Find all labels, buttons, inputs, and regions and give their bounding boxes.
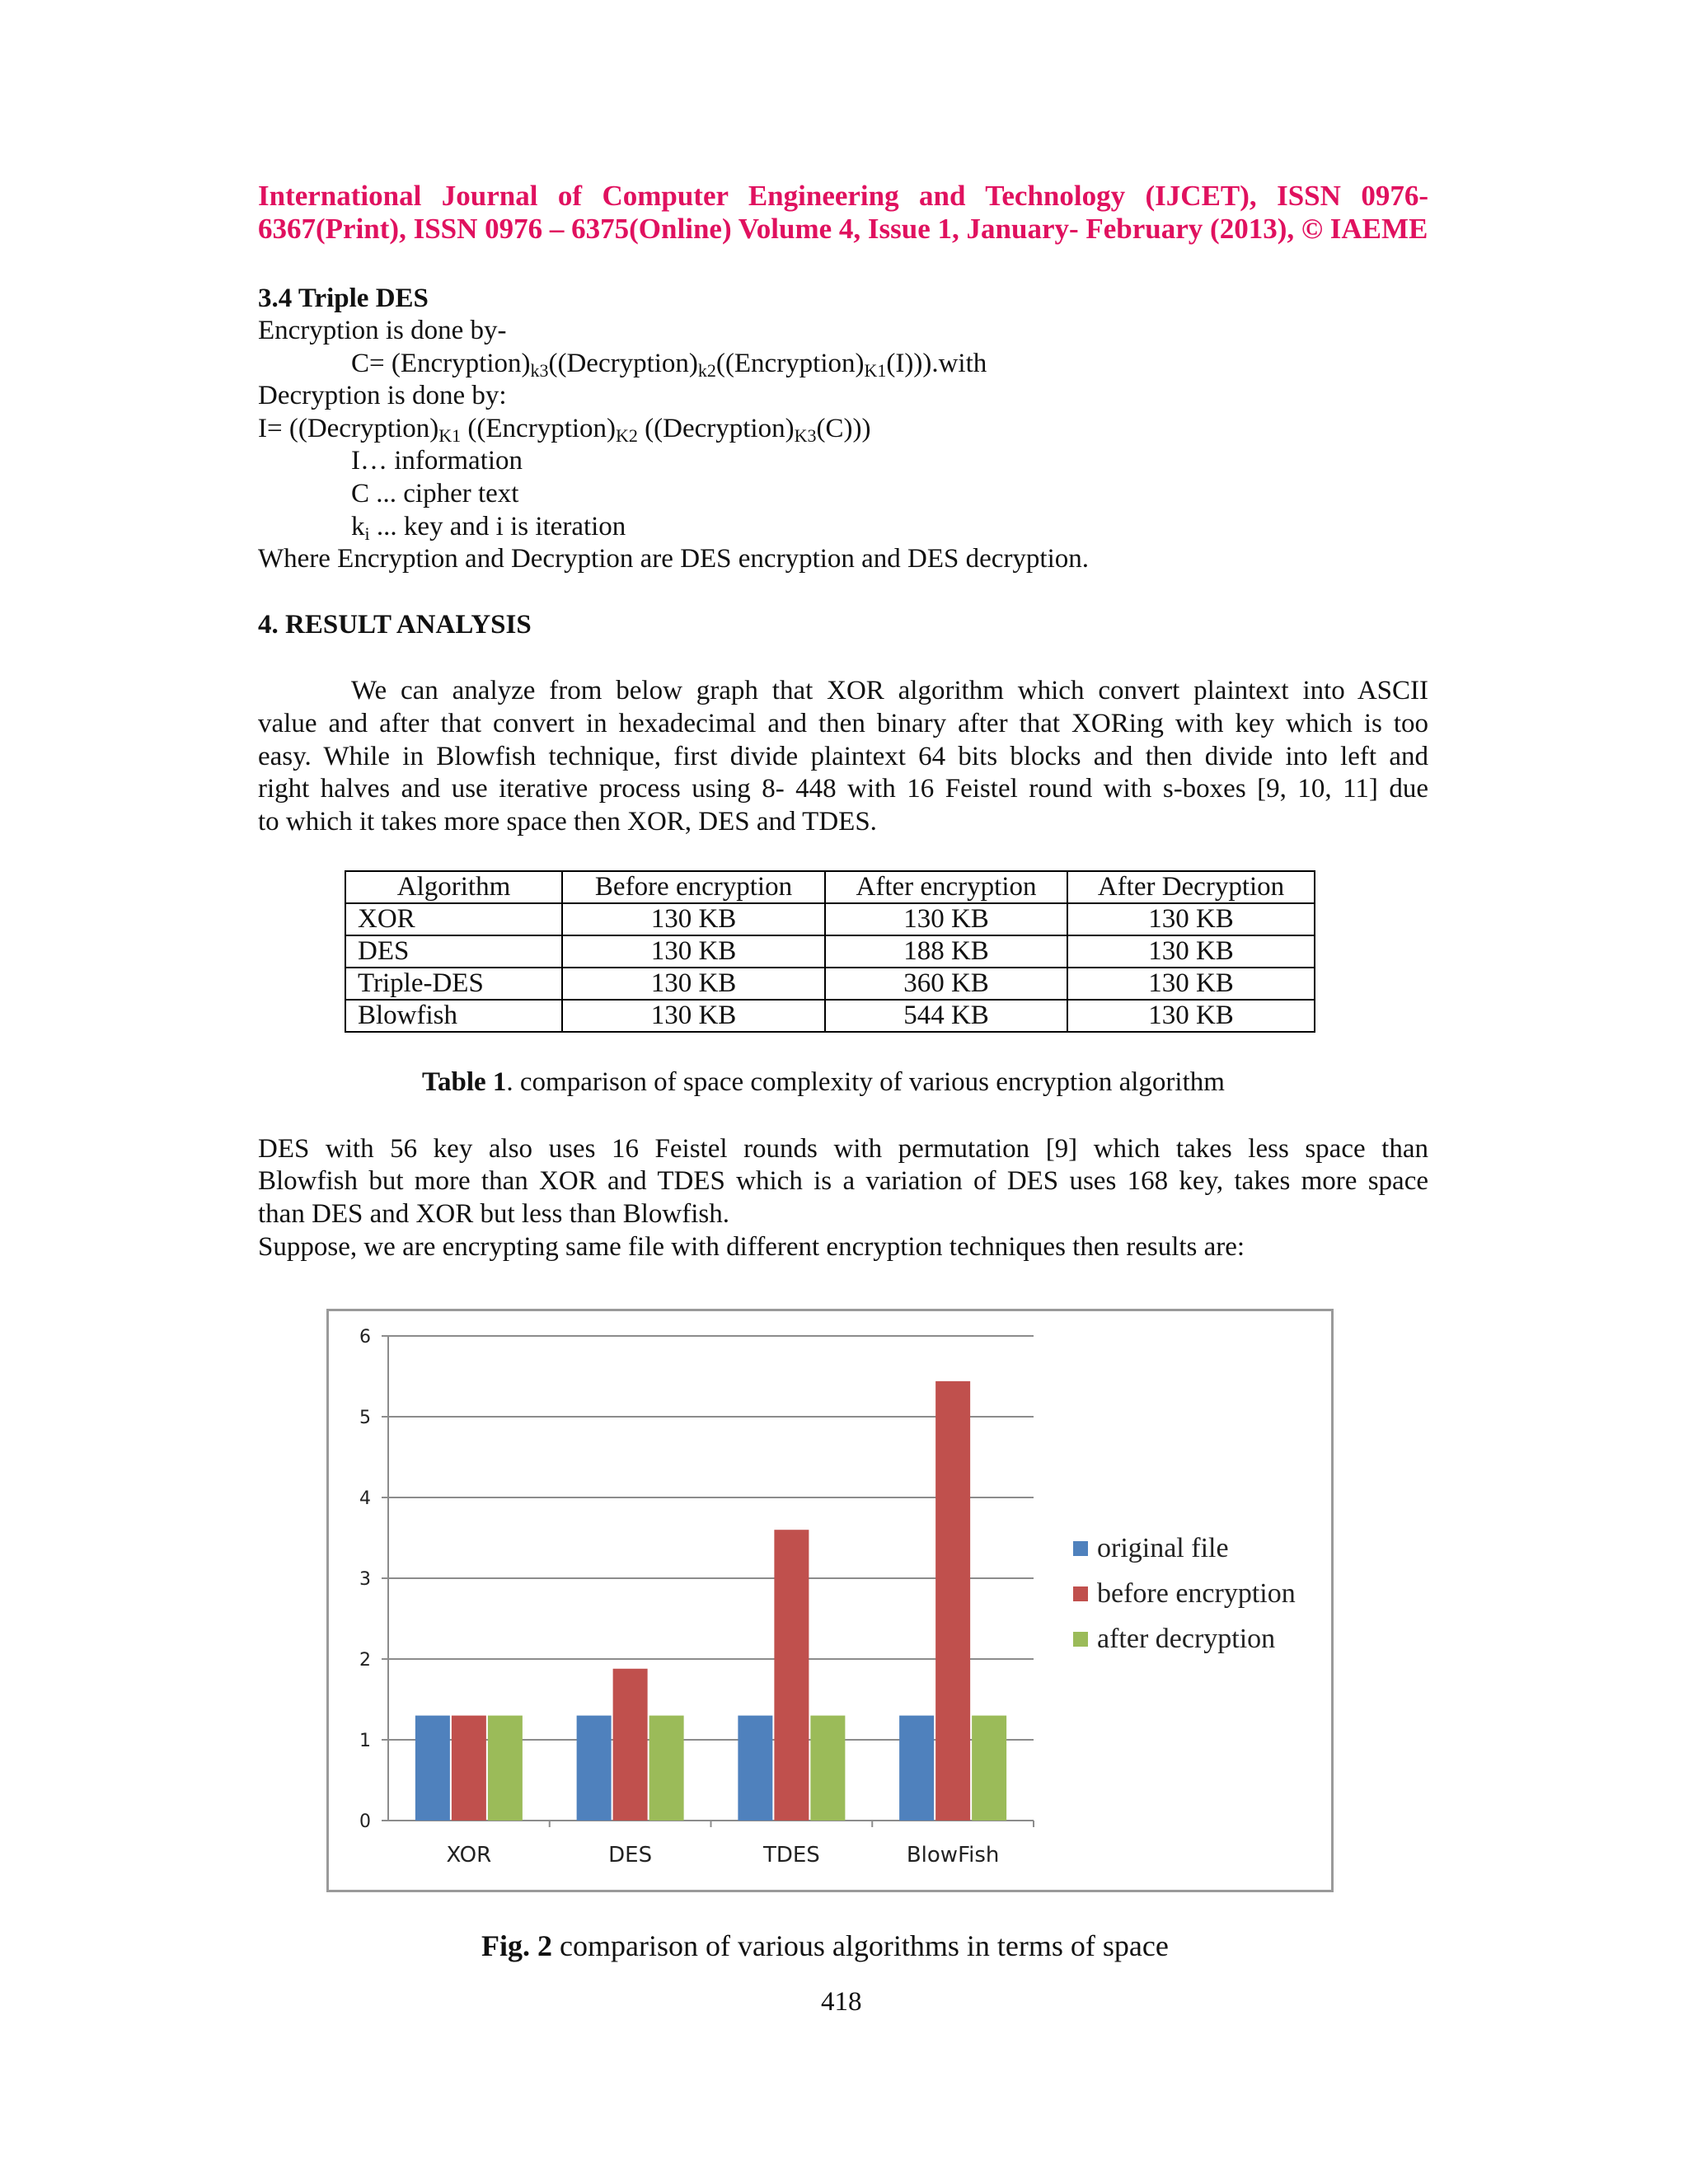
bar-tdes-original-file (738, 1716, 772, 1821)
table-header-cell: Algorithm (345, 871, 562, 903)
bar-blowfish-original-file (899, 1716, 934, 1821)
journal-header-line-1: International Journal of Computer Engineering and Technology (IJCET), ISSN 0976- (258, 180, 1428, 212)
table-cell: 130 KB (562, 968, 825, 1000)
legend-label: original file (1097, 1533, 1229, 1563)
y-tick-label: 5 (359, 1408, 371, 1428)
y-tick-label: 4 (359, 1488, 371, 1509)
legend-swatch (1073, 1632, 1088, 1647)
bar-des-before-encryption (613, 1669, 648, 1821)
page-number: 418 (821, 1987, 862, 2017)
y-tick-label: 3 (359, 1569, 371, 1590)
table-1 (345, 870, 1315, 1033)
paragraph-2-line-2: Blowfish but more than XOR and TDES which is a variation of DES uses 168 key, takes more space (258, 1166, 1428, 1196)
bar-blowfish-after-decryption (972, 1716, 1006, 1821)
bar-des-after-decryption (649, 1716, 684, 1821)
x-tick-label: DES (608, 1843, 653, 1868)
table-cell: Blowfish (345, 1000, 562, 1032)
encryption-formula: $C= (Encryption)_{k3}((Decryption)_{k2}((Encryption)_{K1}(I))).with$ (351, 349, 987, 381)
table-cell: 360 KB (825, 968, 1067, 1000)
table-cell: 130 KB (562, 935, 825, 968)
chart-bars (415, 1381, 1006, 1821)
bar-des-original-file (577, 1716, 612, 1821)
definition-key: $k_i$ ... key and i is iteration (351, 512, 626, 544)
decryption-formula: $I= ((Decryption)_{K1}$ ($(Encryption)_{K2}$ $((Decryption)_{K3}(C))$) (258, 414, 871, 446)
table-cell: 130 KB (1067, 968, 1315, 1000)
paragraph-1-line-5: to which it takes more space then XOR, DES and TDES. (258, 807, 877, 837)
definition-cipher: C ... cipher text (351, 479, 519, 509)
table-cell: DES (345, 935, 562, 968)
y-tick-label: 2 (359, 1650, 371, 1671)
chart-legend (1073, 1533, 1296, 1654)
table-row (345, 935, 1315, 968)
paragraph-1-line-1: We can analyze from below graph that XOR algorithm which convert plaintext into ASCII (351, 676, 1428, 705)
x-tick-label: XOR (446, 1843, 492, 1868)
y-tick-label: 6 (359, 1327, 371, 1347)
legend-swatch (1073, 1586, 1088, 1601)
table-header-cell: After Decryption (1067, 871, 1315, 903)
encryption-intro: Encryption is done by- (258, 316, 507, 345)
table-cell: 130 KB (1067, 903, 1315, 935)
table-cell: 544 KB (825, 1000, 1067, 1032)
table-cell: 130 KB (562, 903, 825, 935)
paragraph-3: Suppose, we are encrypting same file with different encryption techniques then results are: (258, 1232, 1245, 1262)
decryption-intro: Decryption is done by: (258, 381, 507, 410)
table-header-row (345, 871, 1315, 903)
table-row (345, 1000, 1315, 1032)
legend-label: before encryption (1097, 1578, 1296, 1609)
table-row (345, 903, 1315, 935)
table-cell: 188 KB (825, 935, 1067, 968)
table-cell: 130 KB (825, 903, 1067, 935)
bar-xor-after-decryption (488, 1716, 523, 1821)
table-1-caption: Table 1. comparison of space complexity of various encryption algorithm (422, 1067, 1225, 1097)
paragraph-2-line-1: DES with 56 key also uses 16 Feistel rounds with permutation [9] which takes less space than (258, 1134, 1428, 1164)
table-cell: Triple-DES (345, 968, 562, 1000)
legend-swatch (1073, 1541, 1088, 1556)
table-cell: 130 KB (1067, 935, 1315, 968)
section-4-heading: 4. RESULT ANALYSIS (258, 610, 532, 640)
y-tick-label: 1 (359, 1731, 371, 1751)
journal-header (258, 180, 1428, 246)
legend-label: after decryption (1097, 1624, 1276, 1654)
bar-blowfish-before-encryption (935, 1381, 970, 1821)
definition-information: I… information (351, 446, 523, 476)
bar-xor-before-encryption (452, 1716, 486, 1821)
section-3-4-heading: 3.4 Triple DES (258, 284, 429, 313)
bar-chart (329, 1311, 1331, 1890)
table-header-cell: Before encryption (562, 871, 825, 903)
paragraph-1-line-3: easy. While in Blowfish technique, first divide plaintext 64 bits blocks and then divide into left and (258, 742, 1428, 771)
paragraph-2-line-3: than DES and XOR but less than Blowfish. (258, 1199, 729, 1229)
bar-tdes-after-decryption (810, 1716, 845, 1821)
figure-2-chart-frame (326, 1309, 1334, 1892)
table-header-cell: After encryption (825, 871, 1067, 903)
paragraph-1-line-4: right halves and use iterative process using 8- 448 with 16 Feistel round with s-boxes [9, 10, 11] due (258, 774, 1428, 804)
table-cell: 130 KB (562, 1000, 825, 1032)
journal-header-line-2: 6367(Print), ISSN 0976 – 6375(Online) Volume 4, Issue 1, January- February (2013), © IAEME (258, 213, 1428, 245)
bar-xor-original-file (415, 1716, 450, 1821)
x-tick-label: TDES (762, 1843, 820, 1868)
y-tick-label: 0 (359, 1811, 371, 1832)
table-cell: XOR (345, 903, 562, 935)
figure-2-caption: Fig. 2 comparison of various algorithms in terms of space (481, 1929, 1169, 1962)
table-cell: 130 KB (1067, 1000, 1315, 1032)
x-tick-label: BlowFish (906, 1843, 1000, 1868)
where-line: Where Encryption and Decryption are DES encryption and DES decryption. (258, 544, 1090, 574)
y-axis-ticks (359, 1327, 371, 1832)
paragraph-1-line-2: value and after that convert in hexadecimal and then binary after that XORing with key which is too (258, 709, 1428, 738)
x-axis-labels (447, 1843, 1000, 1868)
table-row (345, 968, 1315, 1000)
bar-tdes-before-encryption (774, 1530, 809, 1821)
